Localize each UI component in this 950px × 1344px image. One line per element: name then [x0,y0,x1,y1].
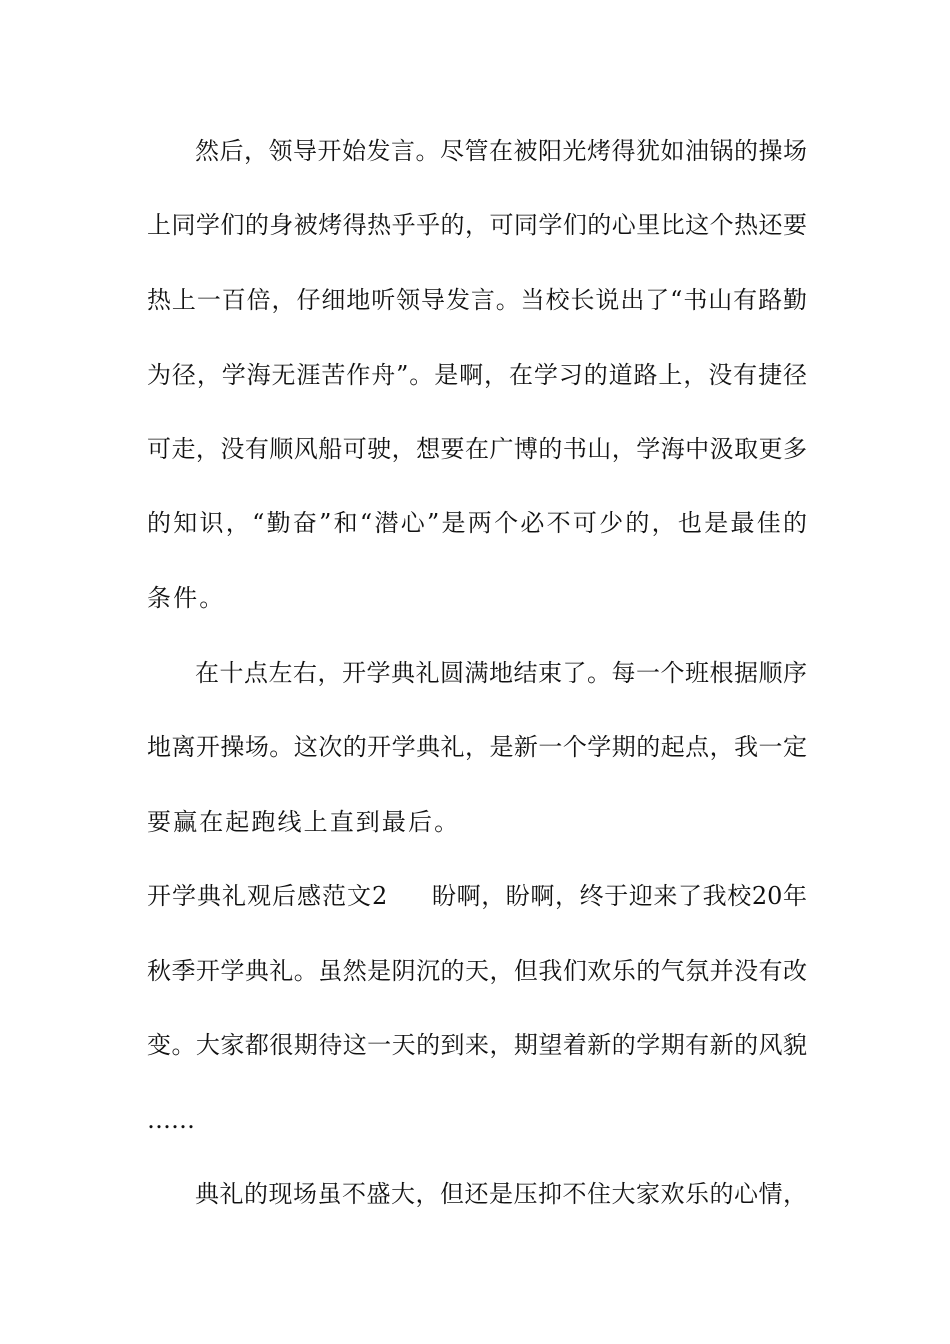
paragraph-2-line-2: 地离开操场。这次的开学典礼，是新一个学期的起点，我一定 [147,733,807,761]
paragraph-1-line-3: 热上一百倍，仔细地听领导发言。当校长说出了“书山有路勤 [147,286,807,314]
paragraph-1-line-4: 为径，学海无涯苦作舟”。是啊，在学习的道路上，没有捷径 [147,361,807,389]
paragraph-4-line-1: 典礼的现场虽不盛大，但还是压抑不住大家欢乐的心情， [195,1180,807,1208]
paragraph-3-line-4: …… [147,1106,195,1134]
paragraph-2-line-1: 在十点左右，开学典礼圆满地结束了。每一个班根据顺序 [195,659,807,687]
section-heading: 开学典礼观后感范文2 [147,882,389,910]
paragraph-3-line-2: 秋季开学典礼。虽然是阴沉的天，但我们欢乐的气氛并没有改 [147,957,807,985]
paragraph-3-line-1-text: 盼啊，盼啊，终于迎来了我校20年 [432,882,807,910]
paragraph-2-line-3: 要赢在起跑线上直到最后。 [147,808,461,836]
paragraph-1-line-2: 上同学们的身被烤得热乎乎的，可同学们的心里比这个热还要 [147,211,807,239]
paragraph-1-line-5: 可走，没有顺风船可驶，想要在广博的书山，学海中汲取更多 [147,435,807,463]
paragraph-3-line-3: 变。大家都很期待这一天的到来，期望着新的学期有新的风貌 [147,1031,807,1059]
paragraph-1-line-1: 然后，领导开始发言。尽管在被阳光烤得犹如油锅的操场 [195,137,807,165]
paragraph-1-line-6: 的知识，“勤奋”和“潜心”是两个必不可少的，也是最佳的 [147,509,807,537]
paragraph-1-line-7: 条件。 [147,584,226,612]
paragraph-3-line-1 [147,876,807,916]
